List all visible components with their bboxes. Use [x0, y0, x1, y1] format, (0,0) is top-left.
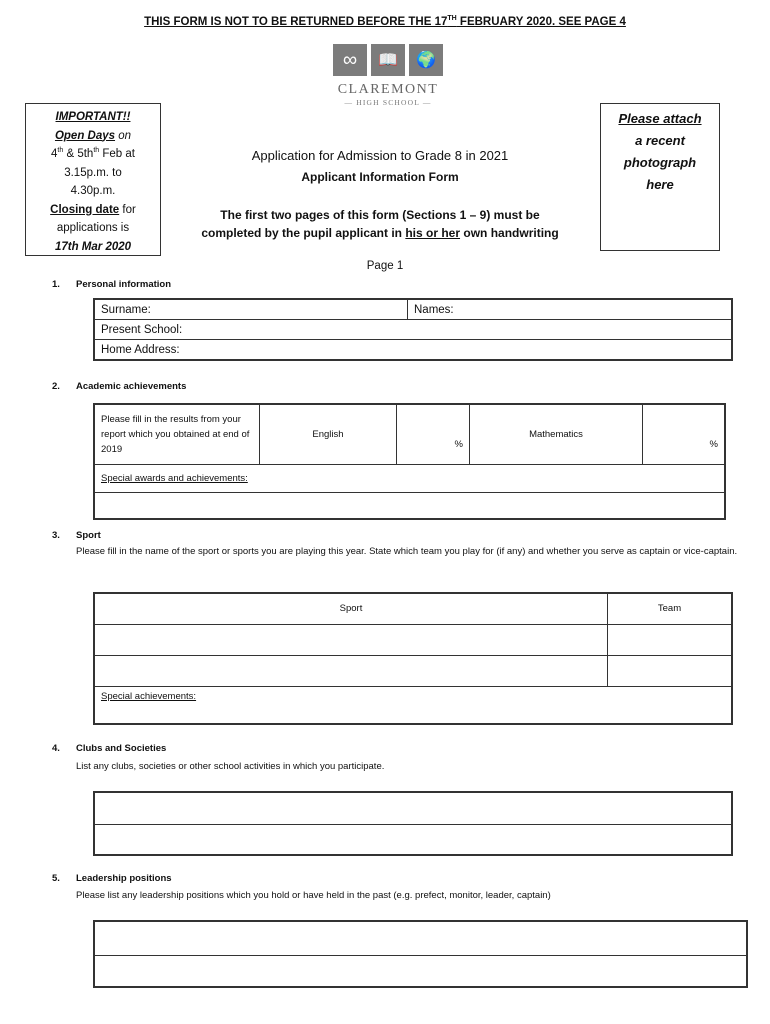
sport-field-2[interactable] [94, 655, 608, 686]
school-logo [318, 44, 458, 107]
section-3-description: Please fill in the name of the sport or sports you are playing this year. State which team you play for (if any) and whether you serve as captain or vice-captain. [76, 546, 738, 557]
section-5-heading: 5. Leadership positions [52, 873, 172, 884]
form-title: Application for Admission to Grade 8 in 2021 [251, 148, 509, 163]
infinity-icon: ∞ [333, 44, 367, 76]
section-4-description: List any clubs, societies or other school activities in which you participate. [76, 761, 385, 772]
special-achievements-field[interactable]: Special achievements: [94, 686, 732, 724]
clubs-table [93, 791, 733, 856]
form-subtitle: Applicant Information Form [301, 170, 459, 184]
team-field-1[interactable] [608, 624, 733, 655]
instruction-text: The first two pages of this form (Sections 1 – 9) must be completed by the pupil applicant in his or her own handwriting [201, 208, 559, 240]
leadership-field-1[interactable] [94, 921, 747, 955]
logo-name: CLAREMONT [337, 82, 439, 97]
clubs-field-1[interactable] [94, 792, 732, 824]
book-icon: 📖 [371, 44, 405, 76]
academic-table: Please fill in the results from your report which you obtained at end of 2019 English % Mathematics % Special awards and achievements: [93, 403, 726, 520]
sport-field-1[interactable] [94, 624, 608, 655]
section-5-description: Please list any leadership positions which you hold or have held in the past (e.g. prefect, monitor, leader, captain) [76, 890, 551, 901]
team-field-2[interactable] [608, 655, 733, 686]
maths-result-field[interactable]: % [643, 405, 725, 464]
important-notice-box: IMPORTANT!! Open Days on 4th & $5th^{th}$ Feb at 3.15p.m. to 4.30p.m. Closing date for applications is 17th Mar 2020 [25, 103, 161, 256]
photo-attach-box: Please attach a recent photograph here [600, 103, 720, 251]
return-notice: THIS FORM IS NOT TO BE RETURNED BEFORE THE 17TH FEBRUARY 2020. SEE PAGE 4 [144, 15, 626, 28]
section-2-heading: 2. Academic achievements [52, 381, 187, 392]
sport-table: Sport Team Special achievements: [93, 592, 733, 725]
leadership-table [93, 920, 748, 988]
special-awards-field[interactable] [95, 492, 724, 518]
section-4-heading: 4. Clubs and Societies [52, 743, 167, 754]
names-field[interactable]: Names: [408, 299, 733, 320]
surname-field[interactable]: Surname: [94, 299, 408, 320]
personal-info-table [93, 298, 733, 361]
home-address-field[interactable]: Home Address: [94, 340, 732, 361]
english-result-field[interactable]: % [397, 405, 470, 464]
leadership-field-2[interactable] [94, 955, 747, 987]
present-school-field[interactable]: Present School: [94, 320, 732, 340]
clubs-field-2[interactable] [94, 824, 732, 855]
section-3-heading: 3. Sport [52, 530, 101, 541]
page-label: Page 1 [366, 260, 404, 272]
section-1-heading: 1. Personal information [52, 279, 172, 290]
logo-subtitle: — HIGH SCHOOL — [344, 98, 432, 107]
africa-map-icon: 🌍 [409, 44, 443, 76]
